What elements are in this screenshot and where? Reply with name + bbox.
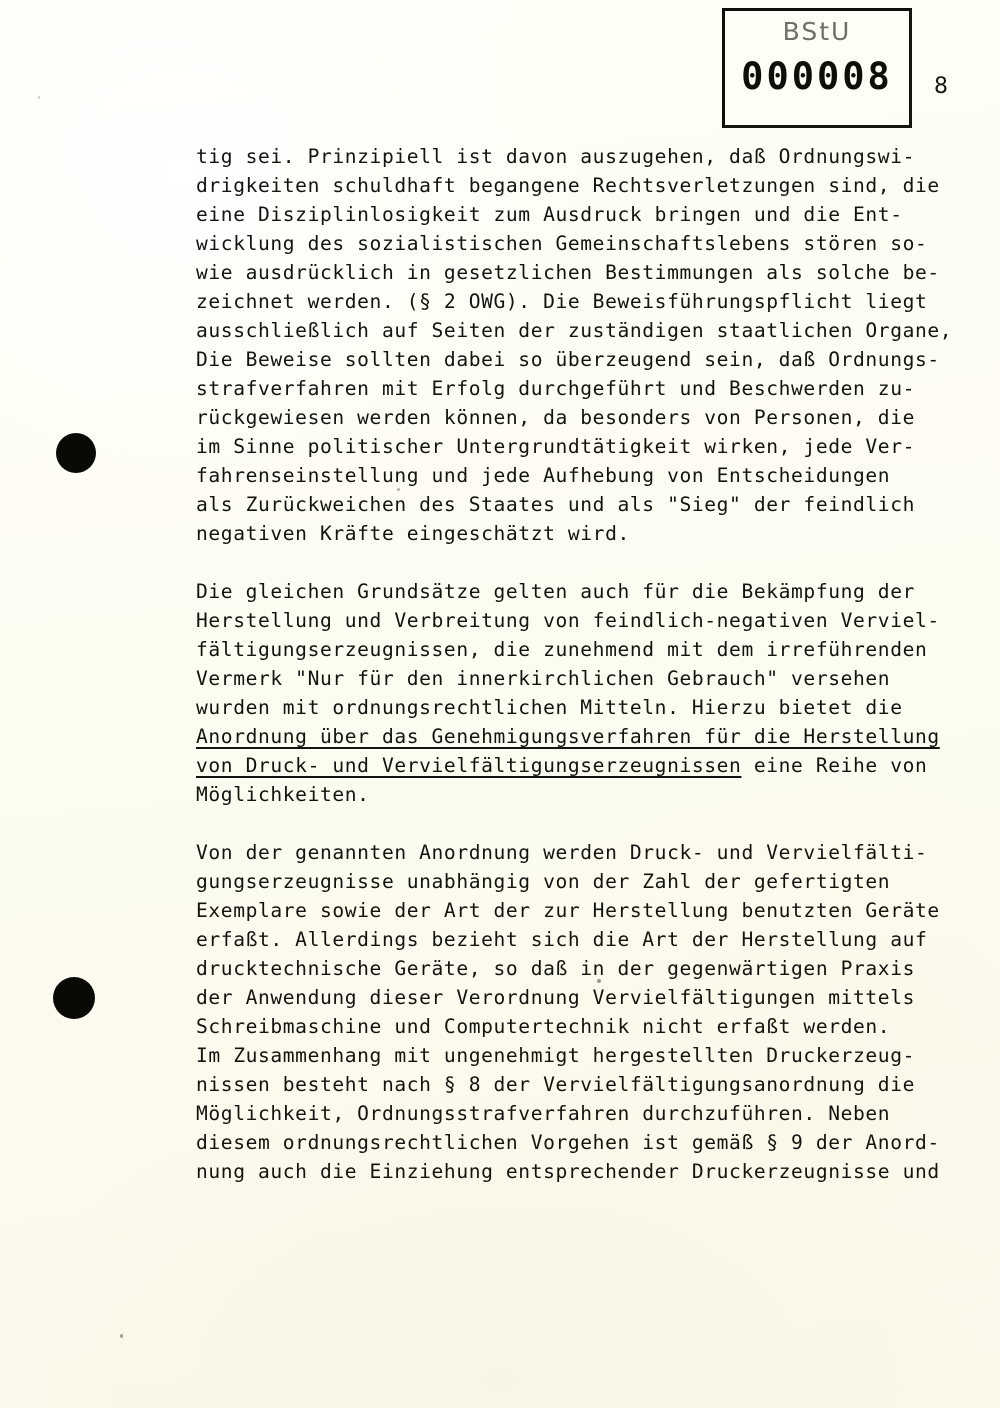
- text-line: nung auch die Einziehung entsprechender Druckerzeugnisse und: [196, 1160, 940, 1183]
- text-line: negativen Kräfte eingeschätzt wird.: [196, 522, 630, 545]
- text-line: fahrenseinstellung und jede Aufhebung von Entscheidungen: [196, 464, 891, 487]
- regulation-title-line-2: [196, 751, 976, 780]
- regulation-title-underlined: von Druck- und Vervielfältigungserzeugnissen: [196, 754, 742, 777]
- regulation-title-underlined: Anordnung über das Genehmigungsverfahren für die Herstellung: [196, 725, 940, 748]
- text-line: drigkeiten schuldhaft begangene Rechtsverletzungen sind, die: [196, 174, 940, 197]
- text-line: als Zurückweichen des Staates und als "Sieg" der feindlich: [196, 493, 915, 516]
- scan-speck: [120, 1334, 123, 1338]
- punch-hole-icon: [56, 433, 96, 473]
- text-line: strafverfahren mit Erfolg durchgeführt und Beschwerden zu-: [196, 377, 915, 400]
- paragraph-1: [196, 142, 976, 548]
- text-line: Vermerk "Nur für den innerkirchlichen Gebrauch" versehen: [196, 667, 891, 690]
- text-line: nissen besteht nach § 8 der Vervielfältigungsanordnung die: [196, 1073, 915, 1096]
- regulation-trailing-text: eine Reihe von: [741, 754, 928, 777]
- text-line: der Anwendung dieser Verordnung Vervielfältigungen mittels: [196, 986, 915, 1009]
- text-line: Herstellung und Verbreitung von feindlich-negativen Verviel-: [196, 609, 940, 632]
- text-line: gungserzeugnisse unabhängig von der Zahl der gefertigten: [196, 870, 891, 893]
- bstu-archival-stamp: [722, 8, 912, 128]
- text-line: Möglichkeit, Ordnungsstrafverfahren durchzuführen. Neben: [196, 1102, 891, 1125]
- text-line: diesem ordnungsrechtlichen Vorgehen ist gemäß § 9 der Anord-: [196, 1131, 940, 1154]
- text-line: Von der genannten Anordnung werden Druck- und Vervielfälti-: [196, 841, 928, 864]
- text-line: fältigungserzeugnissen, die zunehmend mit dem irreführenden: [196, 638, 928, 661]
- text-line: Exemplare sowie der Art der zur Herstellung benutzten Geräte: [196, 899, 940, 922]
- text-line: erfaßt. Allerdings bezieht sich die Art der Herstellung auf: [196, 928, 928, 951]
- text-line: drucktechnische Geräte, so daß in der gegenwärtigen Praxis: [196, 957, 915, 980]
- text-line: ausschließlich auf Seiten der zuständigen staatlichen Organe,: [196, 319, 953, 342]
- punch-hole-icon: [53, 977, 95, 1019]
- text-line: Im Zusammenhang mit ungenehmigt hergestellten Druckerzeug-: [196, 1044, 915, 1067]
- stamp-sheet-number: 000008: [741, 55, 893, 98]
- text-line: eine Disziplinlosigkeit zum Ausdruck bringen und die Ent-: [196, 203, 903, 226]
- text-line: zeichnet werden. (§ 2 OWG). Die Beweisführungspflicht liegt: [196, 290, 928, 313]
- scan-speck: [38, 96, 40, 99]
- paragraph-3: [196, 838, 976, 1186]
- text-line: Schreibmaschine und Computertechnik nicht erfaßt werden.: [196, 1015, 891, 1038]
- paragraph-2: [196, 577, 976, 809]
- text-line: Möglichkeiten.: [196, 783, 370, 806]
- stamp-agency-label: BStU: [782, 17, 852, 46]
- text-line: rückgewiesen werden können, da besonders von Personen, die: [196, 406, 915, 429]
- text-line: wicklung des sozialistischen Gemeinschaftslebens stören so-: [196, 232, 928, 255]
- text-line: Die gleichen Grundsätze gelten auch für die Bekämpfung der: [196, 580, 915, 603]
- regulation-title-line-1: [196, 722, 976, 751]
- text-line: wie ausdrücklich in gesetzlichen Bestimmungen als solche be-: [196, 261, 940, 284]
- page-number: 8: [934, 74, 948, 99]
- text-line: tig sei. Prinzipiell ist davon auszugehen, daß Ordnungswi-: [196, 145, 915, 168]
- text-line: Die Beweise sollten dabei so überzeugend sein, daß Ordnungs-: [196, 348, 940, 371]
- document-body: [196, 142, 976, 1215]
- text-line: wurden mit ordnungsrechtlichen Mitteln. Hierzu bietet die: [196, 696, 903, 719]
- text-line: im Sinne politischer Untergrundtätigkeit wirken, jede Ver-: [196, 435, 915, 458]
